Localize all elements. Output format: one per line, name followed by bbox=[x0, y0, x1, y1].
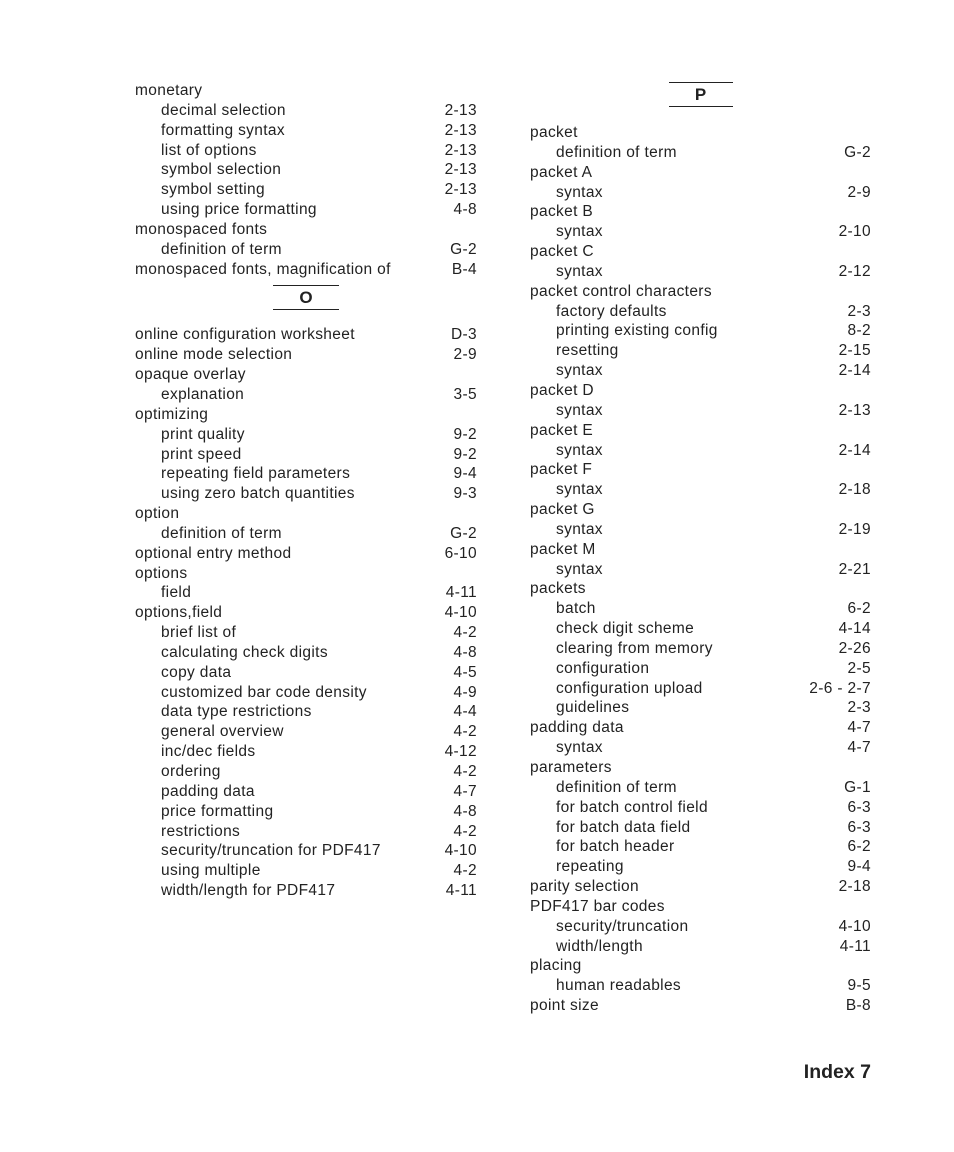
index-column-left bbox=[135, 81, 477, 901]
index-term: symbol setting bbox=[161, 181, 265, 199]
index-entry bbox=[135, 365, 477, 385]
index-subentry bbox=[135, 141, 477, 161]
index-term: printing existing config bbox=[556, 322, 718, 340]
index-subentry bbox=[530, 441, 871, 461]
page-reference: 6-3 bbox=[847, 798, 871, 816]
index-entry bbox=[135, 345, 477, 365]
page-reference: 4-14 bbox=[838, 620, 871, 638]
index-term: check digit scheme bbox=[556, 620, 695, 638]
index-term: decimal selection bbox=[161, 101, 286, 119]
page-reference: G-2 bbox=[450, 524, 477, 542]
page-reference: 4-11 bbox=[445, 584, 477, 602]
index-entries-p bbox=[530, 123, 871, 1016]
index-term: factory defaults bbox=[556, 302, 667, 320]
index-term: packet C bbox=[530, 243, 594, 261]
index-term: definition of term bbox=[556, 143, 677, 161]
index-subentry bbox=[530, 401, 871, 421]
index-term: for batch data field bbox=[556, 818, 691, 836]
page-reference: 4-10 bbox=[838, 917, 871, 935]
index-term: inc/dec fields bbox=[161, 743, 256, 761]
index-subentry bbox=[135, 722, 477, 742]
index-subentry bbox=[135, 583, 477, 603]
page-reference: 4-11 bbox=[445, 882, 477, 900]
page-reference: 9-2 bbox=[453, 445, 477, 463]
index-term: definition of term bbox=[556, 778, 677, 796]
index-subentry bbox=[530, 262, 871, 282]
index-term: opaque overlay bbox=[135, 366, 246, 384]
page-reference: 2-26 bbox=[838, 639, 871, 657]
index-term: monospaced fonts bbox=[135, 220, 268, 238]
page-reference: 2-13 bbox=[444, 121, 477, 139]
page-reference: 4-8 bbox=[453, 201, 477, 219]
index-subentry bbox=[135, 861, 477, 881]
index-term: ordering bbox=[161, 763, 221, 780]
index-term: option bbox=[135, 505, 180, 523]
index-term: general overview bbox=[161, 723, 284, 741]
page-reference: 4-4 bbox=[453, 703, 477, 721]
index-term: packets bbox=[530, 580, 586, 598]
index-subentry bbox=[530, 302, 871, 322]
index-term: parity selection bbox=[530, 878, 639, 896]
index-term: configuration upload bbox=[556, 679, 703, 697]
index-subentry bbox=[530, 659, 871, 679]
index-subentry bbox=[135, 200, 477, 220]
index-entry bbox=[530, 996, 871, 1016]
index-term: using price formatting bbox=[161, 201, 317, 219]
page-reference: 4-8 bbox=[453, 802, 477, 820]
index-term: point size bbox=[530, 997, 599, 1015]
page-reference: 6-10 bbox=[444, 544, 477, 562]
page-reference: D-3 bbox=[450, 326, 477, 344]
index-subentry bbox=[530, 480, 871, 500]
page-reference: 2-14 bbox=[838, 441, 871, 459]
page-reference: 2-19 bbox=[838, 520, 871, 538]
index-term: syntax bbox=[556, 183, 603, 201]
page-reference: 4-2 bbox=[453, 822, 477, 840]
page-reference: 2-9 bbox=[847, 183, 871, 201]
index-entry bbox=[530, 579, 871, 599]
index-term: options bbox=[135, 564, 188, 582]
index-subentry bbox=[135, 464, 477, 484]
page-reference: 4-11 bbox=[839, 937, 871, 955]
index-term: definition of term bbox=[161, 524, 282, 542]
page-reference: 2-13 bbox=[444, 101, 477, 119]
index-term: padding data bbox=[530, 719, 624, 737]
index-subentry bbox=[530, 560, 871, 580]
index-term: packet A bbox=[530, 163, 593, 181]
page-reference: 4-9 bbox=[453, 683, 477, 701]
index-term: packet E bbox=[530, 421, 594, 439]
index-term: restrictions bbox=[161, 822, 241, 840]
index-subentry bbox=[135, 782, 477, 802]
index-subentry bbox=[135, 702, 477, 722]
index-entry bbox=[530, 897, 871, 917]
index-entry bbox=[135, 325, 477, 345]
index-term: syntax bbox=[556, 481, 603, 499]
page-reference: 4-10 bbox=[444, 842, 477, 860]
page-reference: 6-2 bbox=[847, 600, 871, 618]
page-reference: 2-13 bbox=[444, 141, 477, 159]
page-reference: 6-3 bbox=[847, 818, 871, 836]
index-term: brief list of bbox=[161, 624, 237, 642]
section-heading-o bbox=[135, 285, 477, 309]
index-entry bbox=[530, 877, 871, 897]
page-reference: 2-13 bbox=[444, 161, 477, 179]
index-subentry bbox=[135, 180, 477, 200]
index-term: online mode selection bbox=[135, 346, 293, 364]
index-term: monospaced fonts, magnification of bbox=[135, 260, 391, 278]
index-entry bbox=[530, 540, 871, 560]
index-term: optimizing bbox=[135, 405, 209, 423]
index-entry bbox=[135, 603, 477, 623]
index-term: syntax bbox=[556, 520, 603, 538]
index-subentry bbox=[135, 742, 477, 762]
index-subentry bbox=[135, 683, 477, 703]
page-reference: 2-5 bbox=[847, 659, 871, 677]
section-letter: O bbox=[273, 285, 339, 310]
index-term: copy data bbox=[161, 663, 232, 681]
page-reference: 4-2 bbox=[453, 624, 477, 642]
index-subentry bbox=[135, 425, 477, 445]
page-reference: 2-12 bbox=[838, 262, 871, 280]
index-subentry bbox=[135, 385, 477, 405]
index-entry bbox=[530, 123, 871, 143]
index-subentry bbox=[530, 738, 871, 758]
index-term: security/truncation for PDF417 bbox=[161, 842, 381, 860]
index-term: explanation bbox=[161, 385, 245, 403]
index-term: repeating bbox=[556, 858, 624, 876]
index-subentry bbox=[530, 520, 871, 540]
index-subentry bbox=[530, 837, 871, 857]
index-entry bbox=[530, 421, 871, 441]
page-reference: 2-21 bbox=[838, 560, 871, 578]
index-subentry bbox=[530, 222, 871, 242]
index-subentry bbox=[530, 937, 871, 957]
index-subentry bbox=[135, 762, 477, 782]
page-reference: 8-2 bbox=[847, 322, 871, 340]
index-subentry bbox=[530, 679, 871, 699]
page-reference: 6-2 bbox=[847, 838, 871, 856]
page-reference: 9-3 bbox=[453, 485, 477, 503]
index-term: price formatting bbox=[161, 802, 274, 820]
page-reference: G-2 bbox=[844, 143, 871, 161]
index-term: width/length bbox=[556, 937, 643, 955]
index-entry bbox=[530, 381, 871, 401]
index-term: list of options bbox=[161, 141, 257, 159]
index-entry bbox=[135, 405, 477, 425]
index-entry bbox=[530, 202, 871, 222]
index-subentry bbox=[135, 881, 477, 901]
page-reference: G-2 bbox=[450, 240, 477, 258]
index-subentry bbox=[135, 101, 477, 121]
index-subentry bbox=[530, 976, 871, 996]
index-term: width/length for PDF417 bbox=[161, 882, 336, 900]
index-term: PDF417 bar codes bbox=[530, 897, 665, 915]
index-subentry bbox=[530, 321, 871, 341]
index-term: field bbox=[161, 584, 192, 602]
index-entry bbox=[135, 81, 477, 101]
index-term: resetting bbox=[556, 342, 619, 360]
page-footer-label: Index 7 bbox=[803, 1061, 871, 1083]
index-subentry bbox=[530, 778, 871, 798]
index-subentry bbox=[530, 143, 871, 163]
page-reference: 4-10 bbox=[444, 604, 477, 622]
page-reference: 4-2 bbox=[453, 763, 477, 780]
page-reference: G-1 bbox=[844, 778, 871, 796]
page-reference: 2-18 bbox=[838, 481, 871, 499]
index-subentry bbox=[135, 841, 477, 861]
page-reference: 9-4 bbox=[847, 858, 871, 876]
index-term: syntax bbox=[556, 401, 603, 419]
index-term: syntax bbox=[556, 262, 603, 280]
index-subentry bbox=[135, 643, 477, 663]
index-term: syntax bbox=[556, 223, 603, 241]
page-reference: B-4 bbox=[451, 260, 477, 278]
index-entry bbox=[530, 718, 871, 738]
page-reference: 2-3 bbox=[847, 302, 871, 320]
index-subentry bbox=[530, 698, 871, 718]
index-entries-o bbox=[135, 325, 477, 900]
page-reference: 2-18 bbox=[838, 878, 871, 896]
index-term: packet bbox=[530, 124, 578, 141]
index-entry bbox=[530, 758, 871, 778]
index-term: security/truncation bbox=[556, 917, 689, 935]
index-subentry bbox=[530, 361, 871, 381]
index-entry bbox=[530, 163, 871, 183]
index-term: placing bbox=[530, 957, 582, 975]
index-entry bbox=[530, 242, 871, 262]
page-reference: 4-5 bbox=[453, 663, 477, 681]
page-reference: 4-2 bbox=[453, 723, 477, 741]
page-reference: B-8 bbox=[845, 997, 871, 1015]
index-term: using zero batch quantities bbox=[161, 485, 355, 503]
index-subentry bbox=[530, 599, 871, 619]
index-column-right bbox=[530, 81, 871, 1016]
index-entry bbox=[530, 460, 871, 480]
index-term: syntax bbox=[556, 441, 603, 459]
index-term: human readables bbox=[556, 977, 682, 995]
index-term: for batch control field bbox=[556, 798, 708, 816]
section-letter: P bbox=[669, 82, 733, 107]
page-reference: 4-7 bbox=[453, 782, 477, 800]
index-entry bbox=[135, 504, 477, 524]
index-entry bbox=[530, 956, 871, 976]
index-entry bbox=[530, 500, 871, 520]
index-term: syntax bbox=[556, 739, 603, 757]
page-reference: 4-12 bbox=[444, 743, 477, 761]
index-term: optional entry method bbox=[135, 544, 292, 562]
index-subentry bbox=[135, 445, 477, 465]
page-reference: 2-13 bbox=[444, 181, 477, 199]
page-reference: 9-4 bbox=[453, 465, 477, 483]
index-term: packet G bbox=[530, 501, 595, 519]
index-term: parameters bbox=[530, 759, 612, 776]
page-reference: 2-6 - 2-7 bbox=[809, 679, 871, 697]
index-entry bbox=[135, 260, 477, 280]
index-term: packet control characters bbox=[530, 282, 712, 300]
index-term: definition of term bbox=[161, 240, 282, 258]
index-subentry bbox=[530, 639, 871, 659]
index-term: batch bbox=[556, 600, 596, 618]
index-term: padding data bbox=[161, 782, 255, 800]
index-term: symbol selection bbox=[161, 161, 282, 179]
index-term: configuration bbox=[556, 659, 650, 677]
page-reference: 2-14 bbox=[838, 362, 871, 380]
index-subentry bbox=[135, 121, 477, 141]
index-term: syntax bbox=[556, 560, 603, 578]
index-subentry bbox=[135, 822, 477, 842]
index-term: formatting syntax bbox=[161, 121, 285, 139]
index-term: using multiple bbox=[161, 862, 261, 880]
index-term: packet D bbox=[530, 381, 594, 399]
index-term: calculating check digits bbox=[161, 643, 328, 661]
index-term: syntax bbox=[556, 362, 603, 380]
index-term: repeating field parameters bbox=[161, 465, 351, 483]
index-entry bbox=[135, 220, 477, 240]
index-subentry bbox=[530, 798, 871, 818]
index-subentry bbox=[135, 524, 477, 544]
index-term: for batch header bbox=[556, 838, 675, 856]
page-reference: 4-2 bbox=[453, 862, 477, 880]
index-subentry bbox=[135, 663, 477, 683]
index-term: clearing from memory bbox=[556, 639, 713, 657]
section-heading-p bbox=[530, 82, 871, 106]
index-entry bbox=[135, 544, 477, 564]
index-term: online configuration worksheet bbox=[135, 326, 355, 344]
index-subentry bbox=[530, 857, 871, 877]
page-reference: 2-15 bbox=[838, 342, 871, 360]
index-subentry bbox=[530, 341, 871, 361]
index-subentry bbox=[530, 183, 871, 203]
index-term: packet B bbox=[530, 203, 594, 221]
index-term: guidelines bbox=[556, 699, 630, 717]
page-reference: 9-2 bbox=[453, 425, 477, 443]
index-subentry bbox=[530, 917, 871, 937]
index-term: print speed bbox=[161, 445, 242, 463]
page-reference: 2-13 bbox=[838, 401, 871, 419]
page-reference: 4-7 bbox=[847, 739, 871, 757]
index-subentry bbox=[135, 623, 477, 643]
page-reference: 2-3 bbox=[847, 699, 871, 717]
index-subentry bbox=[135, 802, 477, 822]
index-term: monetary bbox=[135, 82, 203, 99]
page-reference: 2-9 bbox=[453, 346, 477, 364]
page-reference: 3-5 bbox=[453, 385, 477, 403]
index-term: packet M bbox=[530, 540, 596, 558]
index-subentry bbox=[135, 484, 477, 504]
page-reference: 4-8 bbox=[453, 643, 477, 661]
index-term: data type restrictions bbox=[161, 703, 312, 721]
index-term: print quality bbox=[161, 425, 245, 443]
index-subentry bbox=[135, 160, 477, 180]
index-term: packet F bbox=[530, 461, 593, 479]
index-term: options,field bbox=[135, 604, 223, 622]
page-reference: 2-10 bbox=[838, 223, 871, 241]
index-term: customized bar code density bbox=[161, 683, 367, 701]
page-reference: 4-7 bbox=[847, 719, 871, 737]
index-subentry bbox=[530, 619, 871, 639]
index-entry bbox=[530, 282, 871, 302]
index-subentry bbox=[135, 240, 477, 260]
index-entry bbox=[135, 564, 477, 584]
page-reference: 9-5 bbox=[847, 977, 871, 995]
index-subentry bbox=[530, 818, 871, 838]
index-entries-m bbox=[135, 81, 477, 279]
